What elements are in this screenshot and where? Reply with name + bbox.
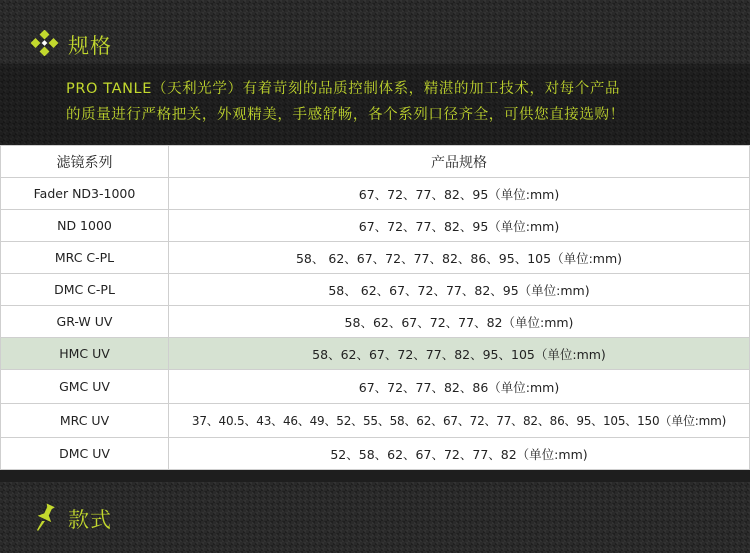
table-row (1, 404, 750, 438)
sizes-cell: 67、72、77、82、86（单位:mm) (169, 370, 750, 404)
sizes-cell: 52、58、62、67、72、77、82（单位:mm) (169, 438, 750, 470)
table-row (1, 370, 750, 404)
spec-title: 规格 (68, 34, 112, 58)
series-cell: HMC UV (1, 338, 169, 370)
series-cell: MRC UV (1, 404, 169, 438)
description-line-1: PRO TANLE（天利光学）有着苛刻的品质控制体系，精湛的加工技术，对每个产品 (66, 81, 621, 97)
table-row (1, 178, 750, 210)
series-cell: DMC C-PL (1, 274, 169, 306)
diamond-cluster-icon (28, 30, 62, 60)
table-row (1, 274, 750, 306)
table-row (1, 438, 750, 470)
header-series: 滤镜系列 (1, 146, 169, 178)
series-cell: GMC UV (1, 370, 169, 404)
spec-table (0, 145, 750, 470)
sizes-cell: 58、 62、67、72、77、82、95（单位:mm) (169, 274, 750, 306)
sizes-cell: 67、72、77、82、95（单位:mm) (169, 178, 750, 210)
sizes-cell: 58、62、67、72、77、82（单位:mm) (169, 306, 750, 338)
sizes-cell: 58、 62、67、72、77、82、86、95、105（单位:mm) (169, 242, 750, 274)
spec-section-header (0, 0, 750, 145)
table-row-highlighted (1, 338, 750, 370)
sizes-cell: 37、40.5、43、46、49、52、55、58、62、67、72、77、82、86、95、105、150（单位:mm) (169, 404, 750, 438)
sizes-cell: 67、72、77、82、95（单位:mm) (169, 210, 750, 242)
series-cell: ND 1000 (1, 210, 169, 242)
series-cell: DMC UV (1, 438, 169, 470)
series-cell: GR-W UV (1, 306, 169, 338)
sizes-cell: 58、62、67、72、77、82、95、105（单位:mm) (169, 338, 750, 370)
description-line-2: 的质量进行严格把关，外观精美，手感舒畅，各个系列口径齐全，可供您直接选购！ (66, 107, 625, 123)
section-divider (0, 470, 750, 482)
header-sizes: 产品规格 (169, 146, 750, 178)
style-title: 款式 (68, 508, 112, 532)
pushpin-icon (32, 502, 58, 536)
table-header-row (1, 146, 750, 178)
style-section-header (0, 470, 750, 553)
series-cell: Fader ND3-1000 (1, 178, 169, 210)
spec-description (66, 76, 736, 128)
table-row (1, 306, 750, 338)
style-title-row (32, 502, 112, 536)
spec-title-row (28, 30, 112, 60)
table-row (1, 242, 750, 274)
series-cell: MRC C-PL (1, 242, 169, 274)
table-row (1, 210, 750, 242)
